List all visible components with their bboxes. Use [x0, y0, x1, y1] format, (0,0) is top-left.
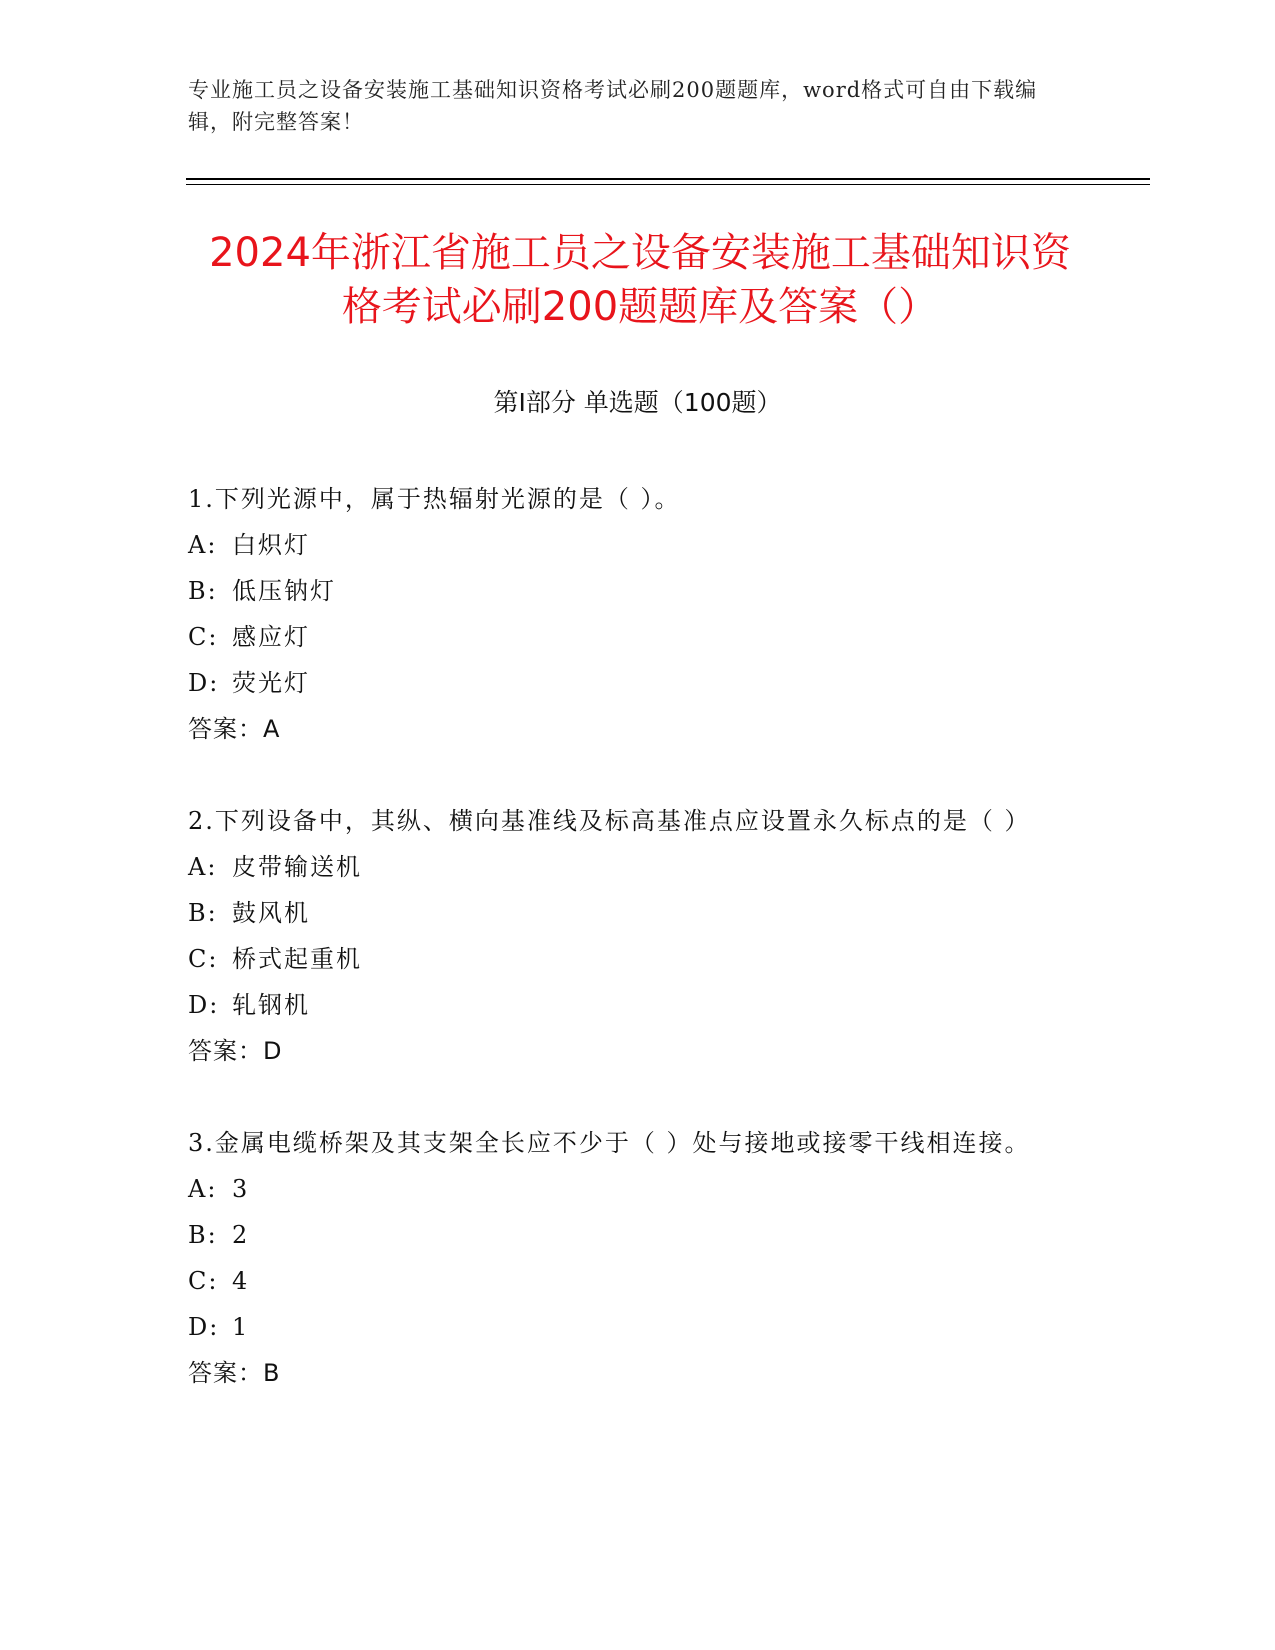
question-list	[188, 476, 1088, 1442]
option-c	[188, 936, 1088, 982]
option-d	[188, 660, 1088, 706]
option-text: 4	[232, 1267, 250, 1295]
question-stem: 1.下列光源中，属于热辐射光源的是（ ）。	[188, 485, 681, 513]
question-3	[188, 1120, 1088, 1396]
option-text: 低压钠灯	[232, 577, 336, 605]
question-stem: 2.下列设备中，其纵、横向基准线及标高基准点应设置永久标点的是（ ）	[188, 807, 1031, 835]
option-key: B:	[188, 1221, 218, 1249]
question-stem: 3.金属电缆桥架及其支架全长应不少于（ ）处与接地或接零干线相连接。	[188, 1129, 1031, 1157]
section-title: 第Ⅰ部分 单选题（100题）	[493, 388, 782, 417]
option-c	[188, 1258, 1088, 1304]
option-c	[188, 614, 1088, 660]
option-d	[188, 982, 1088, 1028]
question-1	[188, 476, 1088, 752]
option-d	[188, 1304, 1088, 1350]
option-text: 轧钢机	[232, 991, 310, 1019]
option-key: B:	[188, 577, 218, 605]
option-text: 桥式起重机	[232, 945, 362, 973]
option-text: 1	[232, 1313, 250, 1341]
answer-line: 答案：A	[188, 715, 281, 743]
option-text: 鼓风机	[232, 899, 310, 927]
option-key: D:	[188, 991, 220, 1019]
option-key: A:	[188, 531, 218, 559]
answer-line: 答案：D	[188, 1037, 283, 1065]
question-2	[188, 798, 1088, 1074]
option-key: D:	[188, 1313, 220, 1341]
option-key: A:	[188, 853, 218, 881]
option-b	[188, 890, 1088, 936]
option-key: A:	[188, 1175, 218, 1203]
answer-line: 答案：B	[188, 1359, 281, 1387]
option-key: C:	[188, 945, 219, 973]
option-b	[188, 1212, 1088, 1258]
option-text: 白炽灯	[232, 531, 310, 559]
document-title: 2024年浙江省施工员之设备安装施工基础知识资格考试必刷200题题库及答案（）	[209, 230, 1071, 330]
header-rule-thick	[186, 178, 1150, 180]
option-text: 2	[232, 1221, 250, 1249]
option-key: C:	[188, 1267, 219, 1295]
option-text: 感应灯	[232, 623, 310, 651]
option-key: B:	[188, 899, 218, 927]
option-b	[188, 568, 1088, 614]
option-a	[188, 522, 1088, 568]
option-text: 皮带输送机	[232, 853, 362, 881]
option-key: C:	[188, 623, 219, 651]
header-rule-thin	[186, 184, 1150, 185]
option-a	[188, 844, 1088, 890]
option-text: 3	[232, 1175, 250, 1203]
option-key: D:	[188, 669, 220, 697]
option-a	[188, 1166, 1088, 1212]
header-note: 专业施工员之设备安装施工基础知识资格考试必刷200题题库，word格式可自由下载编辑，附完整答案！	[188, 78, 1038, 134]
option-text: 荧光灯	[232, 669, 310, 697]
